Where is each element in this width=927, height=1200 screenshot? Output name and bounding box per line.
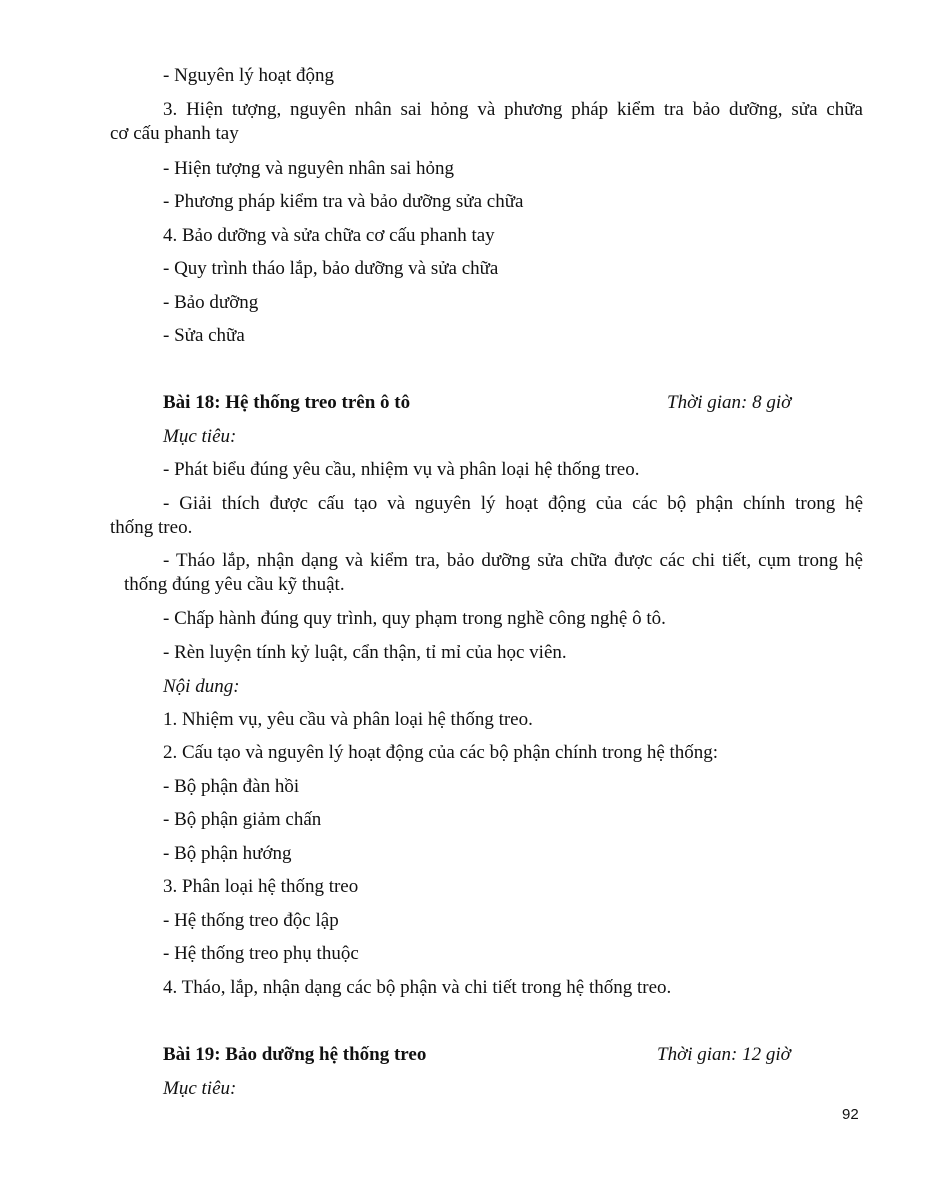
lesson-18-content-label: Nội dung: bbox=[163, 676, 240, 697]
objective-2-line2: thống treo. bbox=[110, 517, 193, 538]
sub-procedure: - Quy trình tháo lắp, bảo dưỡng và sửa chữa bbox=[163, 258, 499, 279]
lesson-18-objective-4: - Chấp hành đúng quy trình, quy phạm trong nghề công nghệ ô tô. bbox=[163, 608, 666, 629]
lesson-18-objectives-label: Mục tiêu: bbox=[163, 426, 237, 447]
lesson-18-content-4: 4. Tháo, lắp, nhận dạng các bộ phận và chi tiết trong hệ thống treo. bbox=[163, 977, 672, 998]
sub-phenomenon: - Hiện tượng và nguyên nhân sai hỏng bbox=[163, 158, 455, 179]
item-principle: - Nguyên lý hoạt động bbox=[163, 65, 334, 86]
lesson-19-time: Thời gian: 12 giờ bbox=[657, 1044, 791, 1065]
objective-3-line2: thống đúng yêu cầu kỹ thuật. bbox=[124, 574, 345, 595]
lesson-18-content-2b: - Bộ phận giảm chấn bbox=[163, 809, 322, 830]
item-3-line1: 3. Hiện tượng, nguyên nhân sai hỏng và phương pháp kiểm tra bảo dưỡng, sửa chữa bbox=[163, 99, 863, 120]
lesson-19-objectives-label: Mục tiêu: bbox=[163, 1078, 237, 1099]
item-3-line2: cơ cấu phanh tay bbox=[110, 123, 239, 144]
objective-3-line1: - Tháo lắp, nhận dạng và kiểm tra, bảo dưỡng sửa chữa được các chi tiết, cụm trong hệ bbox=[163, 550, 863, 571]
lesson-18-content-3b: - Hệ thống treo phụ thuộc bbox=[163, 943, 359, 964]
lesson-19-title: Bài 19: Bảo dưỡng hệ thống treo bbox=[163, 1044, 427, 1065]
lesson-18-objective-1: - Phát biểu đúng yêu cầu, nhiệm vụ và phân loại hệ thống treo. bbox=[163, 459, 640, 480]
lesson-18-title: Bài 18: Hệ thống treo trên ô tô bbox=[163, 392, 411, 413]
lesson-18-content-2a: - Bộ phận đàn hồi bbox=[163, 776, 300, 797]
lesson-18-time: Thời gian: 8 giờ bbox=[667, 392, 792, 413]
lesson-18-content-2: 2. Cấu tạo và nguyên lý hoạt động của các bộ phận chính trong hệ thống: bbox=[163, 742, 719, 763]
item-3-paragraph bbox=[110, 98, 863, 146]
lesson-18-objective-5: - Rèn luyện tính kỷ luật, cẩn thận, tỉ mỉ của học viên. bbox=[163, 642, 567, 663]
lesson-18-content-3: 3. Phân loại hệ thống treo bbox=[163, 876, 359, 897]
sub-maintenance: - Bảo dưỡng bbox=[163, 292, 259, 313]
lesson-18-objective-3 bbox=[110, 549, 863, 597]
item-4: 4. Bảo dưỡng và sửa chữa cơ cấu phanh tay bbox=[163, 225, 495, 246]
lesson-18-content-2c: - Bộ phận hướng bbox=[163, 843, 292, 864]
sub-repair: - Sửa chữa bbox=[163, 325, 245, 346]
lesson-18-content-1: 1. Nhiệm vụ, yêu cầu và phân loại hệ thống treo. bbox=[163, 709, 533, 730]
lesson-18-content-3a: - Hệ thống treo độc lập bbox=[163, 910, 339, 931]
objective-2-line1: - Giải thích được cấu tạo và nguyên lý hoạt động của các bộ phận chính trong hệ bbox=[163, 493, 863, 514]
sub-method: - Phương pháp kiểm tra và bảo dưỡng sửa chữa bbox=[163, 191, 524, 212]
page-number: 92 bbox=[842, 1106, 859, 1123]
lesson-18-objective-2 bbox=[110, 492, 863, 540]
